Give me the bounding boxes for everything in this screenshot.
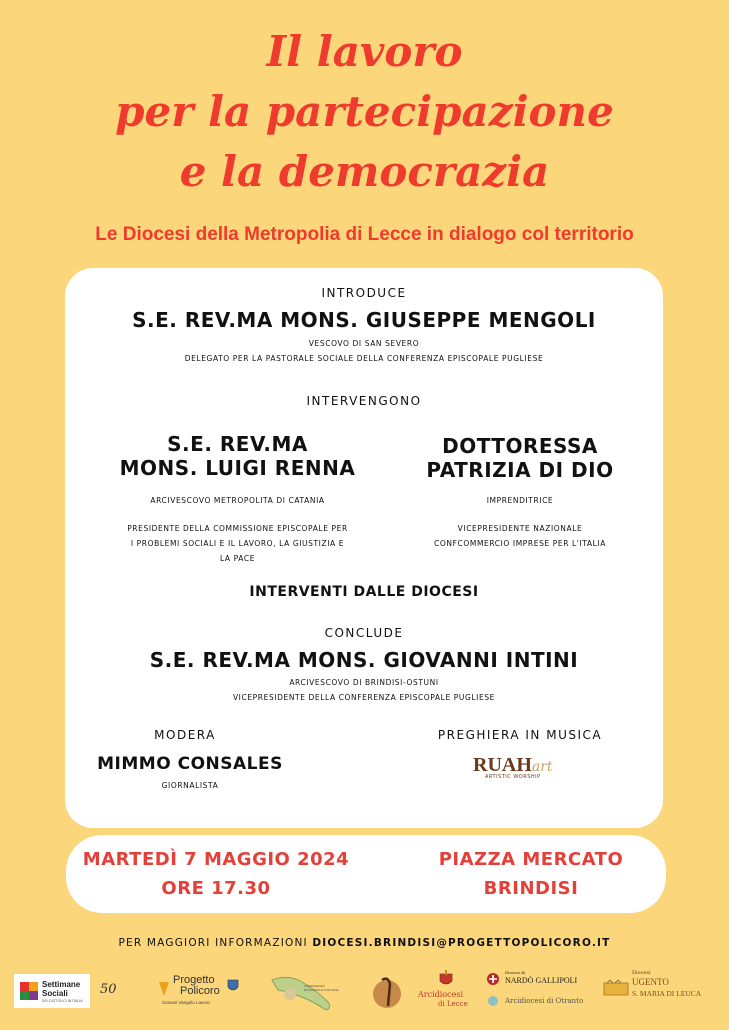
modera-name: MIMMO CONSALES — [97, 754, 283, 774]
more-info-label: PER MAGGIORI INFORMAZIONI — [118, 937, 313, 949]
introduce-name: S.E. REV.MA MONS. GIUSEPPE MENGOLI — [132, 308, 596, 332]
settimane-text-3: DEI CATTOLICI IN ITALIA — [42, 999, 83, 1003]
puglia-text: CONFERENZA EPISCOPALE PUGLIESE — [304, 984, 339, 992]
speaker-didio-role-2 — [390, 521, 650, 551]
modera-role: GIORNALISTA — [161, 781, 219, 790]
speaker-renna-title: S.E. REV.MA — [167, 432, 308, 456]
lecce-text-2: di Lecce — [438, 1000, 468, 1008]
policoro-icon — [157, 980, 171, 998]
speaker-renna-role-2c: LA PACE — [219, 554, 256, 563]
title-line-2: per la partecipazione — [115, 87, 614, 136]
event-time: ORE 17.30 — [161, 878, 271, 899]
settimane-text-2: Sociali — [42, 989, 68, 998]
more-info — [0, 937, 729, 949]
event-place: PIAZZA MERCATO — [438, 849, 624, 870]
lecce-text-1: Arcidiocesi — [418, 990, 464, 999]
settimane-text-1: Settimane — [42, 980, 81, 989]
settimane-sociali-icon — [18, 980, 40, 1002]
speaker-didio-fullname: PATRIZIA DI DIO — [426, 458, 614, 482]
nardo-text-2: NARDÒ GALLIPOLI — [505, 976, 578, 985]
crest-icon — [227, 978, 239, 994]
ugento-text-1: Diocesi — [632, 970, 651, 976]
speaker-didio-role-2a: VICEPRESIDENTE NAZIONALE — [457, 524, 583, 533]
settimane-sociali-logo — [14, 974, 90, 1008]
otranto-text: Arcidiocesi di Otranto — [505, 997, 584, 1005]
poster-subtitle: Le Diocesi della Metropolia di Lecce in dialogo col territorio — [95, 224, 634, 245]
sponsor-logos — [0, 968, 729, 1018]
conclude-name: S.E. REV.MA MONS. GIOVANNI INTINI — [149, 648, 579, 672]
program-card — [65, 268, 663, 828]
speaker-renna-role-2 — [85, 521, 390, 566]
speaker-renna-role-1: ARCIVESCOVO METROPOLITA DI CATANIA — [150, 496, 325, 505]
poster-title — [0, 22, 729, 202]
speaker-renna-role-2a: PRESIDENTE DELLA COMMISSIONE EPISCOPALE PER — [127, 524, 348, 533]
lecce-crest-icon — [437, 970, 455, 988]
speaker-renna-name — [85, 432, 390, 480]
title-line-1: Il lavoro — [266, 27, 463, 76]
preghiera-label: PREGHIERA IN MUSICA — [437, 728, 603, 742]
speaker-renna-fullname: MONS. LUIGI RENNA — [119, 456, 356, 480]
ruah-logo-script: art — [531, 759, 553, 775]
event-details-box — [66, 835, 666, 913]
ruah-logo-sub: ARTISTIC WORSHIP — [485, 774, 541, 780]
introduce-label: INTRODUCE — [321, 286, 407, 300]
title-line-3: e la democrazia — [179, 147, 550, 196]
nardo-cross-icon — [486, 972, 500, 986]
conclude-role-2: VICEPRESIDENTE DELLA CONFERENZA EPISCOPALE PUGLIESE — [232, 693, 496, 702]
speaker-didio-role-2b: CONFCOMMERCIO IMPRESE PER L'ITALIA — [434, 539, 606, 548]
event-city: BRINDISI — [483, 878, 579, 899]
conclude-label: CONCLUDE — [324, 626, 404, 640]
fifty-logo: 50 — [100, 982, 117, 997]
speaker-didio-title: DOTTORESSA — [442, 434, 598, 458]
interventi-diocesi: INTERVENTI DALLE DIOCESI — [249, 584, 479, 600]
ugento-text-3: S. MARIA DI LEUCA — [632, 989, 702, 998]
event-date: MARTEDÌ 7 MAGGIO 2024 — [82, 849, 350, 870]
policoro-text-2: Policoro — [180, 985, 220, 997]
ruah-logo-main: RUAH — [473, 754, 532, 776]
policoro-text-3: Giovani Vangelo Lavoro — [162, 1000, 210, 1005]
contact-email[interactable]: DIOCESI.BRINDISI@PROGETTOPOLICORO.IT — [312, 937, 611, 949]
conclude-role-1: ARCIVESCOVO DI BRINDISI-OSTUNI — [289, 678, 439, 687]
introduce-role-2: DELEGATO PER LA PASTORALE SOCIALE DELLA CONFERENZA EPISCOPALE PUGLIESE — [184, 354, 544, 363]
ugento-text-2: UGENTO — [632, 977, 669, 987]
ruah-logo — [473, 754, 553, 780]
intervengono-label: INTERVENGONO — [306, 394, 422, 408]
puglia-map-icon — [268, 972, 338, 1014]
speaker-didio-role-1: IMPRENDITRICE — [486, 496, 554, 505]
introduce-role-1: VESCOVO DI SAN SEVERO — [308, 339, 420, 348]
speaker-renna-role-2b: I PROBLEMI SOCIALI E IL LAVORO, LA GIUSTIZIA E — [130, 539, 345, 548]
policoro-text-1: Progetto — [173, 974, 215, 986]
modera-label: MODERA — [154, 728, 216, 742]
ugento-crest-icon — [603, 980, 629, 998]
speaker-didio-name — [390, 434, 650, 482]
nardo-text-1: Diocesi di — [505, 970, 525, 975]
otranto-icon — [487, 995, 499, 1007]
shepherd-emblem-icon — [370, 974, 404, 1010]
